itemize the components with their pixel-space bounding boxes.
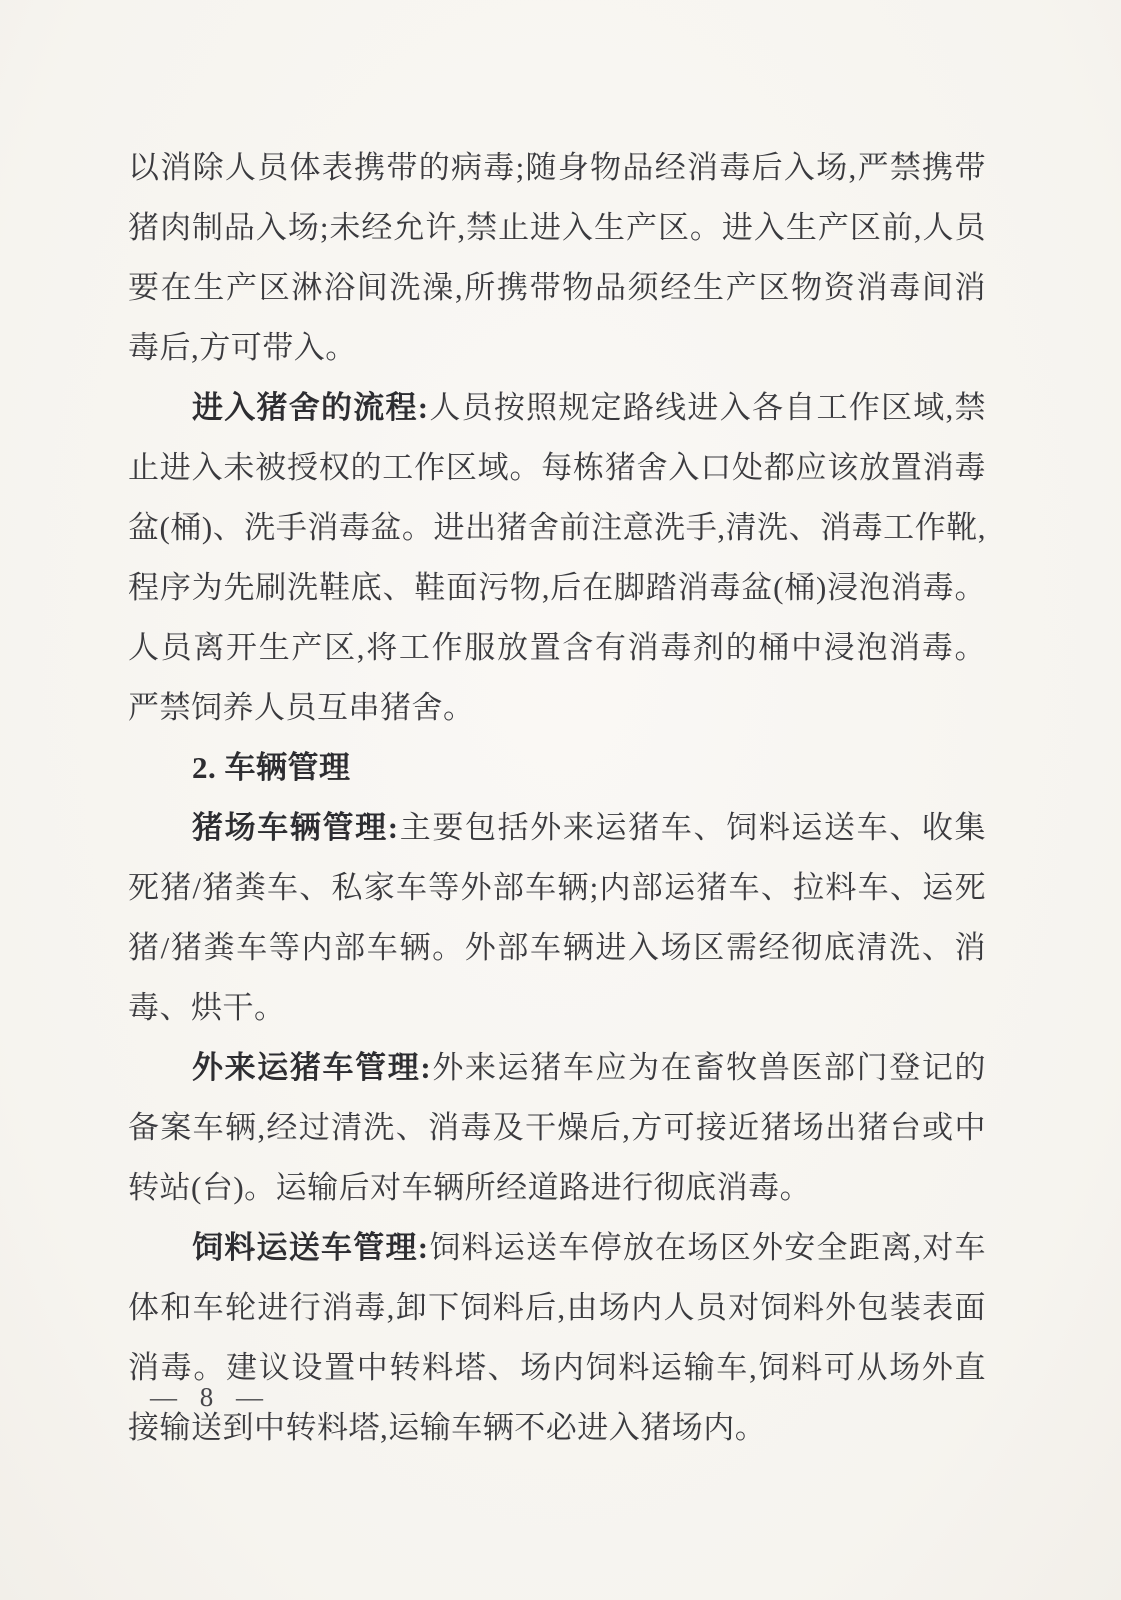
- paragraph-lead: 进入猪舍的流程:: [192, 390, 429, 425]
- section-heading-vehicle-management: 2. 车辆管理: [192, 750, 351, 785]
- paragraph-continuation: [128, 138, 986, 378]
- paragraph-text: 以消除人员体表携带的病毒;随身物品经消毒后入场,严禁携带猪肉制品入场;未经允许,禁止进入生产区。进入生产区前,人员要在生产区淋浴间洗澡,所携带物品须经生产区物资消毒间消毒后,方可带入。: [128, 150, 986, 365]
- paragraph-text: 外来运猪车应为在畜牧兽医部门登记的备案车辆,经过清洗、消毒及干燥后,方可接近猪场出猪台或中转站(台)。运输后对车辆所经道路进行彻底消毒。: [128, 1050, 986, 1205]
- paragraph-feed-truck-management: [128, 1218, 986, 1458]
- paragraph-text: 人员按照规定路线进入各自工作区域,禁止进入未被授权的工作区域。每栋猪舍入口处都应该放置消毒盆(桶)、洗手消毒盆。进出猪舍前注意洗手,清洗、消毒工作靴,程序为先刷洗鞋底、鞋面污物,后在脚踏消毒盆(桶)浸泡消毒。人员离开生产区,将工作服放置含有消毒剂的桶中浸泡消毒。严禁饲养人员互串猪舍。: [128, 390, 986, 725]
- paragraph-text: 主要包括外来运猪车、饲料运送车、收集死猪/猪粪车、私家车等外部车辆;内部运猪车、拉料车、运死猪/猪粪车等内部车辆。外部车辆进入场区需经彻底清洗、消毒、烘干。: [128, 810, 987, 1025]
- document-body: [128, 138, 986, 1458]
- paragraph-text: 饲料运送车停放在场区外安全距离,对车体和车轮进行消毒,卸下饲料后,由场内人员对饲料外包装表面消毒。建议设置中转料塔、场内饲料运输车,饲料可从场外直接输送到中转料塔,运输车辆不必进入猪场内。: [128, 1230, 986, 1445]
- page-number: — 8 —: [150, 1382, 271, 1412]
- paragraph-lead: 猪场车辆管理:: [192, 810, 399, 845]
- paragraph-lead: 饲料运送车管理:: [192, 1230, 429, 1265]
- paragraph-external-pig-truck-management: [128, 1038, 986, 1218]
- paragraph-farm-vehicle-management: [128, 798, 986, 1038]
- paragraph-pighouse-entry-procedure: [128, 378, 986, 738]
- paragraph-lead: 外来运猪车管理:: [192, 1050, 432, 1085]
